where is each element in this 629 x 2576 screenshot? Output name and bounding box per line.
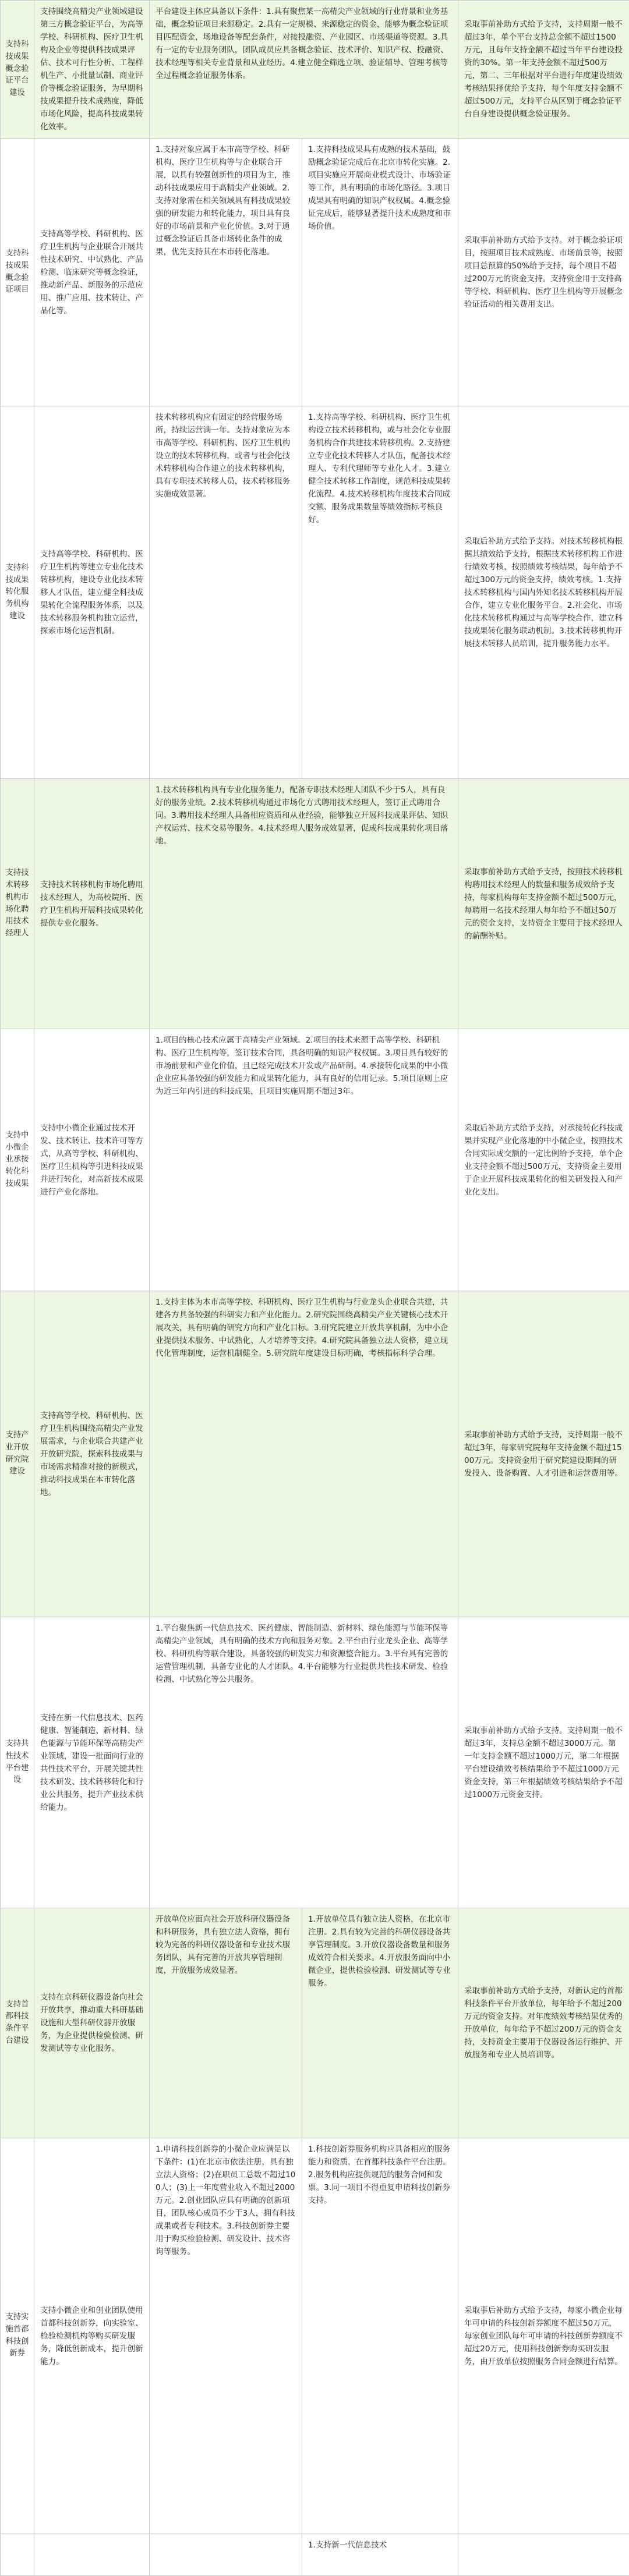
policy-target-cell: 技术转移机构应有固定的经营服务场所，持续运营满一年。支持对象应为本市高等学校、科研机构、医疗卫生机构设立的技术转移机构，或者与社会化技术转移机构合作建立的技术转移机构，具有专职技术转移人员，技术转移服务实施成效显著。 xyxy=(150,406,302,779)
policy-content-cell: 支持在京科研仪器设备向社会开放共享，推动重大科研基础设施和大型科研仪器开放服务，为企业提供检验检测、研发测试等专业化服务。 xyxy=(34,1908,150,2138)
policy-row xyxy=(1,1617,629,1908)
policy-name-cell: 支持产业开放研究院建设 xyxy=(1,1291,34,1617)
policy-support-cell: 采取事前补助方式给予支持，支持周期一般不超过3年，单个平台支持总金额不超过1500万元，且每年支持金额不超过当年平台建设投资的30%。第一年支持金额不超过500万元，第二、三年根据对平台进行年度建设绩效考核结果择优给予支持，每个年度支持金额不超过500万元，支持平台从区别于概念验证平台自身建设提供概念验证服务。 xyxy=(458,1,629,139)
policy-condition-cell: 1.开放单位具有独立法人资格，在北京市注册。2.具有较为完善的科研仪器设备共享管理制度。3.开放仪器设备数量和服务成效符合相关要求。4.开放服务面向中小微企业，提供检验检测、研发测试等专业服务。 xyxy=(302,1908,458,2138)
policy-name-cell xyxy=(1,2534,34,2576)
policy-row xyxy=(1,1,629,139)
policy-content-cell: 支持高等学校、科研机构、医疗卫生机构等建立专业化技术转移机构，建设专业化技术转移人才队伍，建立健全科技成果转化全流程服务体系，以及技术转移服务机构独立运营，探索市场化运营机制。 xyxy=(34,406,150,779)
policy-row xyxy=(1,2534,629,2576)
policy-support-cell: 采取后补助方式给予支持。对技术转移机构根据其绩效给予支持，根据技术转移机构工作进行绩效考核，按照绩效考核结果，每年给予不超过300万元的资金支持，绩效考核。1.支持技术转移机构与国内外知名技术转移机构开展合作，建立专业化服务平台。2.社会化、市场化技术转移机构通过与高等学校合作，建立科技成果转化服务联动机制。3.技术转移机构开展技术转移人员培训，提升服务能力水平。 xyxy=(458,406,629,779)
policy-name-cell: 支持首都科技条件平台建设 xyxy=(1,1908,34,2138)
policy-content-cell: 支持高等学校、科研机构、医疗卫生机构与企业联合开展共性技术研究、中试熟化、产品检测、临床研究等概念验证，推动新产品、新服务的示范应用、推广应用、技术转让、产品化等。 xyxy=(34,139,150,406)
policy-target-cell: 1.支持对象应属于本市高等学校、科研机构、医疗卫生机构等与企业联合开展，以具有较强创新性的项目为主，推动科技成果应用于高精尖产业领域。2.支持对象需在相关领域具有科技成果较强的研发能力和转化能力，项目具有良好的市场前景和产业化价值。3.对于通过概念验证后具备市场转化条件的成果，优先支持其在本市转化落地。 xyxy=(150,139,302,406)
policy-name-cell: 支持共性技术平台建设 xyxy=(1,1617,34,1908)
policy-name-cell: 支持实施首都科技创新券 xyxy=(1,2138,34,2534)
policy-name-cell: 支持科技成果转化服务机构建设 xyxy=(1,406,34,779)
policy-name-cell: 支持技术转移机构市场化聘用技术经理人 xyxy=(1,779,34,1029)
policy-row xyxy=(1,2138,629,2534)
policy-condition-cell: 1.科技创新券服务机构应具备相应的服务能力和资质，在首都科技条件平台注册。2.服务机构应提供规范的服务合同和发票。3.同一项目不得重复申请科技创新券支持。 xyxy=(302,2138,458,2534)
policy-table-body xyxy=(1,1,629,2576)
policy-support-cell: 采取事前补助方式给予支持，对新认定的首都科技条件平台开放单位，每年给予不超过200万元的资金支持。对年度绩效考核结果优秀的开放单位，每年给予不超过200万元的资金支持，支持资金主要用于仪器设备运行维护、开放服务和专业人员培训等。 xyxy=(458,1908,629,2138)
policy-name-cell: 支持科技成果概念验证项目 xyxy=(1,139,34,406)
policy-row xyxy=(1,779,629,1029)
policy-target-cell xyxy=(150,2534,302,2576)
policy-name-cell: 支持中小微企业承接转化科技成果 xyxy=(1,1029,34,1291)
policy-condition-cell: 1.支持科技成果具有成熟的技术基础，鼓励概念验证完成后在北京市转化实施。2.项目实施应开展商业模式设计、市场验证等工作，具有明确的市场化路径。3.项目成果具有明确的知识产权权属。4.概念验证完成后，能够显著提升技术成熟度和市场价值。 xyxy=(302,139,458,406)
policy-target-cell: 开放单位应面向社会开放科研仪器设备和科研服务，具有独立法人资格，拥有较为完备的科研仪器设备和专业技术服务团队，具有完善的开放共享管理制度，开放服务成效显著。 xyxy=(150,1908,302,2138)
policy-support-cell xyxy=(458,2534,629,2576)
policy-content-cell: 支持中小微企业通过技术开发、技术转让、技术许可等方式，从高等学校、科研机构、医疗卫生机构等引进科技成果并进行转化，对高新技术成果进行产业化落地。 xyxy=(34,1029,150,1291)
policy-support-cell: 采取事前补助方式给予支持，支持周期一般不超过3年，每家研究院每年支持金额不超过1500万元。支持资金用于研究院建设期间的研发投入、设备购置、人才引进和运营费用等。 xyxy=(458,1291,629,1617)
policy-support-cell: 采取事后补助方式给予支持，每家小微企业每年可申请的科技创新券额度不超过50万元，每家创业团队每年可申请的科技创新券额度不超过20万元，使用科技创新券购买研发服务，由开放单位按照服务合同金额进行结算。 xyxy=(458,2138,629,2534)
policy-support-cell: 采取事前补助方式给予支持。对于概念验证项目，按照项目技术成熟度、市场前景等，按照项目总预算的50%给予支持，每个项目不超过200万元的资金支持。支持资金用于支持高等学校、科研机构、医疗卫生机构等开展概念验证活动的相关费用支出。 xyxy=(458,139,629,406)
policy-target-cell: 1.支持主体为本市高等学校、科研机构、医疗卫生机构与行业龙头企业联合共建，共建各方具备较强的科研实力和产业化能力。2.研究院围绕高精尖产业关键核心技术开展攻关，具有明确的研究方向和产业化目标。3.研究院建立开放共享机制，为中小企业提供技术服务、中试熟化、人才培养等支持。4.研究院具备独立法人资格，建立现代化管理制度，运营机制健全。5.研究院年度建设目标明确，考核指标科学合理。 xyxy=(150,1291,458,1617)
policy-target-cell: 1.项目的核心技术应属于高精尖产业领域。2.项目的技术来源于高等学校、科研机构、医疗卫生机构等，签订技术合同，具备明确的知识产权权属。3.项目具有较好的市场前景和产业化价值，且已经完成技术开发或产品研制。4.承接转化成果的中小微企业应具备较强的研发能力和成果转化能力，具有良好的信用记录。5.项目原则上应为近三年内引进的科技成果，且项目实施周期不超过3年。 xyxy=(150,1029,458,1291)
policy-content-cell: 支持在新一代信息技术、医药健康、智能制造、新材料、绿色能源与节能环保等高精尖产业领域，建设一批面向行业的共性技术平台，开展关键共性技术研发、技术转移转化和行业公共服务，提升产业技术供给能力。 xyxy=(34,1617,150,1908)
policy-row xyxy=(1,1029,629,1291)
policy-row xyxy=(1,1908,629,2138)
policy-content-cell: 支持小微企业和创业团队使用首都科技创新券，向实验室、检验检测机构等购买研发服务，降低创新成本，提升创新能力。 xyxy=(34,2138,150,2534)
policy-support-cell: 采取事前补助方式给予支持，按照技术转移机构聘用技术经理人的数量和服务成效给予支持，每家机构每年支持金额不超过500万元，每聘用一名技术经理人每年给予不超过50万元的资金支持，支持资金主要用于技术经理人的薪酬补贴。 xyxy=(458,779,629,1029)
policy-content-cell: 支持高等学校、科研机构、医疗卫生机构围绕高精尖产业发展需求，与企业联合共建产业开放研究院，探索科技成果与市场需求精准对接的新模式，推动科技成果在本市转化落地。 xyxy=(34,1291,150,1617)
policy-row xyxy=(1,139,629,406)
policy-target-cell: 1.申请科技创新券的小微企业应满足以下条件：(1)在北京市依法注册，具有独立法人资格；(2)在职员工总数不超过100人；(3)上一年度营业收入不超过2000万元。2.创业团队应具有明确的创新项目，团队核心成员不少于3人，拥有科技成果或者专利技术。3.科技创新券主要用于购买检验检测、研发设计、技术咨询等服务。 xyxy=(150,2138,302,2534)
policy-target-cell: 平台建设主体应具备以下条件：1.具有聚焦某一高精尖产业领域的行业背景和业务基础，概念验证项目来源稳定。2.具有一定规模、来源稳定的资金，能够为概念验证项目匹配资金，场地设备等配套条件，对接投融资、产业园区、市场渠道等资源。3.具有一定的专业服务团队，团队成员应具备概念验证、技术评价、知识产权、投融资、技术经理等相关专业背景和从业经历。4.建立健全筛选立项、验证辅导、管理考核等全过程概念验证服务体系。 xyxy=(150,1,458,139)
policy-name-cell: 支持科技成果概念验证平台建设 xyxy=(1,1,34,139)
policy-support-cell: 采取后补助方式给予支持，对承接转化科技成果并实现产业化落地的中小微企业，按照技术合同实际成交额的一定比例给予支持，单个企业支持金额不超过500万元，支持资金主要用于企业开展科技成果转化的相关研发投入和产业化支出。 xyxy=(458,1029,629,1291)
policy-content-cell xyxy=(34,2534,150,2576)
policy-content-cell: 支持围绕高精尖产业领域建设第三方概念验证平台，为高等学校、科研机构、医疗卫生机构及企业等提供科技成果评估、技术可行性分析、工程样机生产、小批量试制、商业评价等概念验证服务，为早期科技成果提升技术成熟度，降低市场化风险，提高科技成果转化效率。 xyxy=(34,1,150,139)
policy-target-cell: 1.技术转移机构具有专业化服务能力，配备专职技术经理人团队不少于5人，具有良好的服务业绩。2.技术转移机构通过市场化方式聘用技术经理人，签订正式聘用合同。3.聘用技术经理人具备相应资质和从业经验，能够独立开展科技成果评估、知识产权运营、技术交易等服务。4.技术经理人服务成效显著，促成科技成果转化项目落地。 xyxy=(150,779,458,1029)
policy-support-cell: 采取事前补助方式给予支持。支持周期一般不超过3年，支持总金额不超过3000万元。第一年支持金额不超过1000万元，第二年根据平台建设绩效考核结果给予不超过1000万元资金支持，第三年根据绩效考核结果给予不超过1000万元资金支持。 xyxy=(458,1617,629,1908)
policy-target-cell: 1.平台聚焦新一代信息技术、医药健康、智能制造、新材料、绿色能源与节能环保等高精尖产业领域，具有明确的技术方向和服务对象。2.平台由行业龙头企业、高等学校、科研机构等联合建设，具备较强的研发实力和资源整合能力。3.平台具有完善的运营管理机制，具备专业化的人才团队。4.平台能够为行业提供共性技术研发、检验检测、中试熟化等公共服务。 xyxy=(150,1617,458,1908)
policy-condition-cell: 1.支持高等学校、科研机构、医疗卫生机构设立技术转移机构，或与社会化专业服务机构合作共建技术转移机构。2.支持建立专业化技术转移人才队伍，配备技术经理人、专利代理师等专业化人才。3.建立健全技术转移工作制度，规范科技成果转化流程。4.技术转移机构年度技术合同成交额、服务成果数量等绩效指标考核良好。 xyxy=(302,406,458,779)
policy-content-cell: 支持技术转移机构市场化聘用技术经理人，为高校院所、医疗卫生机构开展科技成果转化提供专业化服务。 xyxy=(34,779,150,1029)
policy-condition-cell: 1.支持新一代信息技术 xyxy=(302,2534,458,2576)
policy-row xyxy=(1,1291,629,1617)
policy-row xyxy=(1,406,629,779)
